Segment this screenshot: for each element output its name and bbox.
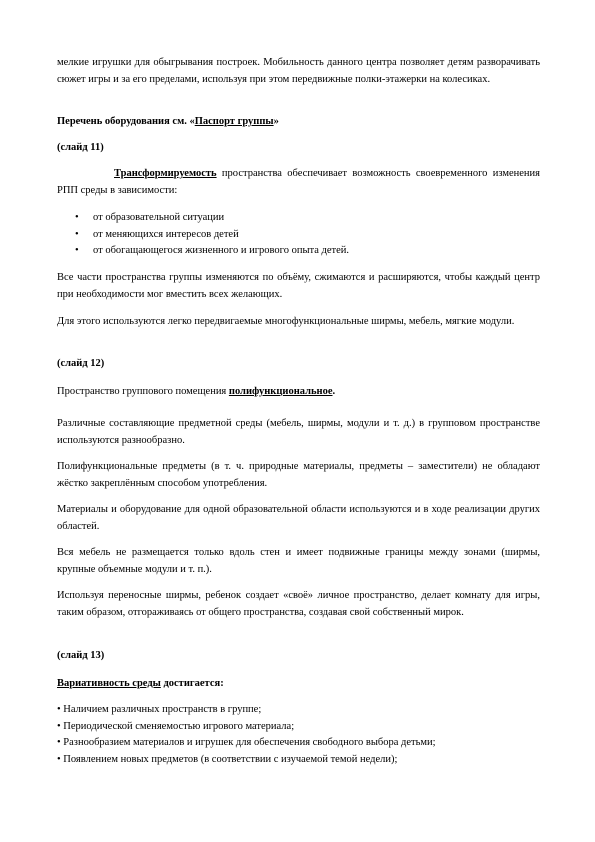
equipment-prefix: Перечень оборудования см. « — [57, 116, 195, 127]
slide-13-label: (слайд 13) — [57, 650, 105, 661]
paragraph-screens: Для этого используются легко передвигаемые многофункциональные ширмы, мебель, мягкие модули. — [57, 316, 515, 327]
list-item: • Разнообразием материалов и игрушек для обеспечения свободного выбора детьми; — [57, 737, 436, 748]
paragraph-space-parts: Все части пространства группы изменяются по объёму, сжимаются и расширяются, чтобы каждый центр при необходимости мог вместить всех желающих. — [57, 272, 540, 300]
paragraph-mobility: мелкие игрушки для обыгрывания построек. Мобильность данного центра позволяет детям разворачивать сюжет игры и за его пределами, используя при этом передвижные полки-этажерки на колесиках. — [57, 57, 540, 85]
list-item-text: от образовательной ситуации — [93, 212, 225, 223]
variability-text: достигается: — [160, 678, 224, 689]
paragraph-environment-components: Различные составляющие предметной среды (мебель, ширмы, модули и т. д.) в групповом пространстве используются разнообразно. — [57, 418, 540, 446]
paragraph-polyfunctional-space — [57, 384, 540, 401]
transformability-term: Трансформируемость — [114, 168, 217, 179]
equipment-reference — [57, 114, 540, 131]
paragraph-transformability — [57, 166, 540, 199]
polyfunctional-suffix: . — [332, 386, 336, 397]
paragraph-materials: Материалы и оборудование для одной образовательной области используются и в ходе реализации других областей. — [57, 504, 540, 532]
list-item-text: от обогащающегося жизненного и игрового опыта детей. — [93, 245, 349, 256]
slide-12-label: (слайд 12) — [57, 358, 105, 369]
paragraph-polyfunctional-items: Полифункциональные предметы (в т. ч. природные материалы, предметы – заместители) не обладают жёстко закреплённым способом употребления. — [57, 461, 540, 489]
variability-term: Вариативность среды — [57, 678, 161, 689]
dependency-bullet-list — [57, 210, 540, 260]
slide-11-label: (слайд 11) — [57, 142, 104, 153]
equipment-passport-link[interactable]: Паспорт группы — [194, 116, 274, 127]
variability-list — [57, 702, 540, 768]
bullet-icon: • — [75, 212, 79, 223]
variability-heading — [57, 676, 540, 693]
list-item: • Появлением новых предметов (в соответствии с изучаемой темой недели); — [57, 753, 398, 765]
list-item — [57, 243, 540, 260]
bullet-icon: • — [75, 228, 79, 240]
list-item: • Периодической сменяемостью игрового материала; — [57, 720, 295, 732]
list-item — [57, 227, 540, 244]
paragraph-furniture: Вся мебель не размещается только вдоль стен и имеет подвижные границы между зонами (ширмы, крупные объемные модули и т. п.). — [57, 547, 540, 575]
list-item-text: от меняющихся интересов детей — [93, 228, 239, 240]
equipment-suffix: » — [273, 116, 279, 127]
polyfunctional-term: полифункциональное — [228, 386, 333, 397]
transformability-text: пространства обеспечивает возможность своевременного изменения РПП среды в зависимости: — [57, 168, 540, 196]
list-item: • Наличием различных пространств в группе; — [57, 704, 262, 715]
bullet-icon: • — [75, 245, 79, 256]
polyfunctional-prefix: Пространство группового помещения — [57, 386, 229, 397]
paragraph-child-space: Используя переносные ширмы, ребенок создает «своё» личное пространство, делает комнату для игры, таким образом, отгораживаясь от общего пространства, создавая свой собственный мирок. — [57, 590, 540, 618]
list-item — [57, 210, 540, 227]
